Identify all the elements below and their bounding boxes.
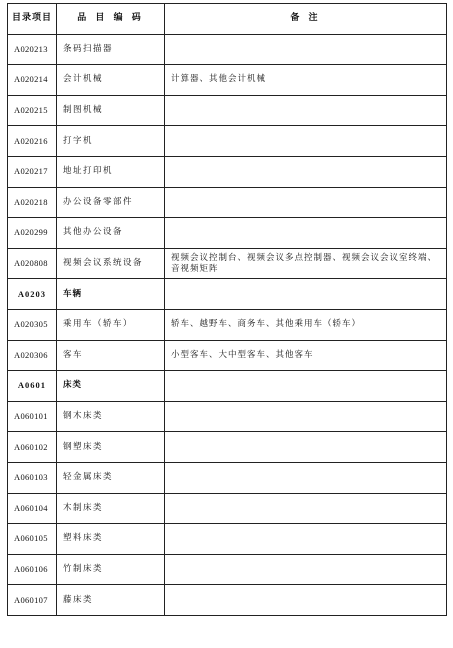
row-code: A060104	[8, 493, 57, 524]
row-note	[165, 279, 447, 310]
table-row	[8, 187, 447, 218]
row-code: A0601	[8, 371, 57, 402]
row-code: A020218	[8, 187, 57, 218]
table-row	[8, 493, 447, 524]
row-name: 木制床类	[57, 493, 165, 524]
row-note	[165, 126, 447, 157]
row-note	[165, 34, 447, 65]
header-code: 目录项目	[8, 4, 57, 35]
table-header-row	[8, 4, 447, 35]
row-note	[165, 585, 447, 616]
row-code: A020217	[8, 156, 57, 187]
row-name: 钢木床类	[57, 401, 165, 432]
row-note	[165, 187, 447, 218]
row-code: A020808	[8, 248, 57, 279]
row-name: 会计机械	[57, 65, 165, 96]
row-name: 藤床类	[57, 585, 165, 616]
row-note	[165, 462, 447, 493]
row-code: A020216	[8, 126, 57, 157]
row-code: A020215	[8, 95, 57, 126]
row-note: 小型客车、大中型客车、其他客车	[165, 340, 447, 371]
row-name: 视频会议系统设备	[57, 248, 165, 279]
row-name: 地址打印机	[57, 156, 165, 187]
table-row	[8, 340, 447, 371]
row-code: A020214	[8, 65, 57, 96]
catalog-table	[7, 3, 447, 616]
table-row	[8, 248, 447, 279]
row-code: A020213	[8, 34, 57, 65]
table-row	[8, 462, 447, 493]
row-name: 条码扫描器	[57, 34, 165, 65]
row-code: A0203	[8, 279, 57, 310]
table-row	[8, 401, 447, 432]
row-name: 打字机	[57, 126, 165, 157]
row-name: 竹制床类	[57, 554, 165, 585]
header-name: 品 目 编 码	[57, 4, 165, 35]
table-group-row	[8, 371, 447, 402]
table-row	[8, 218, 447, 249]
row-name: 床类	[57, 371, 165, 402]
row-note	[165, 493, 447, 524]
row-name: 办公设备零部件	[57, 187, 165, 218]
row-name: 乘用车（轿车）	[57, 309, 165, 340]
row-note	[165, 156, 447, 187]
row-name: 车辆	[57, 279, 165, 310]
row-code: A060101	[8, 401, 57, 432]
row-name: 客车	[57, 340, 165, 371]
row-code: A060103	[8, 462, 57, 493]
table-body	[8, 34, 447, 615]
row-note	[165, 401, 447, 432]
row-code: A060105	[8, 524, 57, 555]
row-note: 视频会议控制台、视频会议多点控制器、视频会议会议室终端、音视频矩阵	[165, 248, 447, 279]
row-code: A020305	[8, 309, 57, 340]
row-name: 其他办公设备	[57, 218, 165, 249]
row-note: 轿车、越野车、商务车、其他乘用车（轿车）	[165, 309, 447, 340]
table-row	[8, 524, 447, 555]
row-note	[165, 554, 447, 585]
row-note	[165, 95, 447, 126]
row-name: 轻金属床类	[57, 462, 165, 493]
table-row	[8, 95, 447, 126]
table-row	[8, 156, 447, 187]
row-note	[165, 218, 447, 249]
row-code: A020299	[8, 218, 57, 249]
row-code: A020306	[8, 340, 57, 371]
table-row	[8, 309, 447, 340]
table-group-row	[8, 279, 447, 310]
row-note	[165, 432, 447, 463]
table-row	[8, 585, 447, 616]
row-name: 钢塑床类	[57, 432, 165, 463]
row-note	[165, 371, 447, 402]
table-row	[8, 65, 447, 96]
row-note: 计算器、其他会计机械	[165, 65, 447, 96]
row-code: A060107	[8, 585, 57, 616]
row-name: 制图机械	[57, 95, 165, 126]
header-note: 备 注	[165, 4, 447, 35]
row-note	[165, 524, 447, 555]
table-row	[8, 554, 447, 585]
row-name: 塑料床类	[57, 524, 165, 555]
row-code: A060102	[8, 432, 57, 463]
row-code: A060106	[8, 554, 57, 585]
table-row	[8, 126, 447, 157]
table-row	[8, 432, 447, 463]
table-row	[8, 34, 447, 65]
